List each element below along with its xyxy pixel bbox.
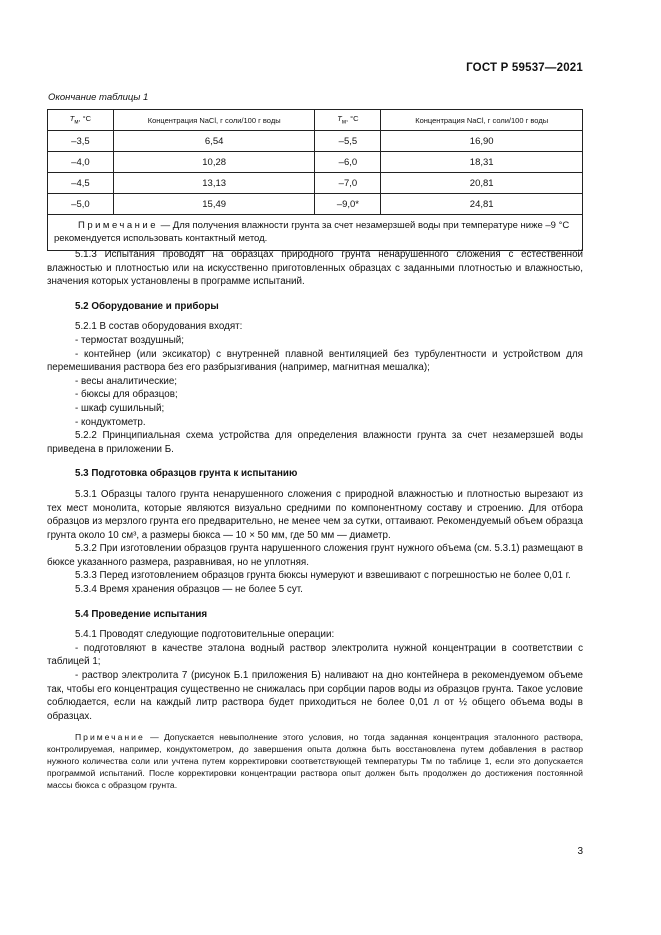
paragraph-5-2-1: 5.2.1 В состав оборудования входят:: [75, 321, 243, 333]
conc-cell: 16,90: [381, 131, 583, 152]
note-label: Примечание: [78, 220, 158, 231]
header-conc-2: Концентрация NaCl, г соли/100 г воды: [381, 110, 583, 131]
list-item: - бюксы для образцов;: [75, 389, 178, 401]
heading-5-3: 5.3 Подготовка образцов грунта к испытанию: [75, 468, 298, 480]
temp-cell: –5,0: [48, 194, 114, 215]
body-text: [47, 248, 583, 791]
paragraph-5-4-1: 5.4.1 Проводят следующие подготовительные операции:: [75, 629, 335, 641]
temp-cell: –7,0: [315, 173, 381, 194]
conc-cell: 24,81: [381, 194, 583, 215]
note2-text: — Допускается невыполнение этого условия, но тогда заданная концентрация эталонного раствора, контролируемая, например, кондуктометром, до завершения опыта должна быть восстановлена путем добавления в раствор нужного количества соли или учтена путем корректировки соответствующей температуры Tм по таблице 1, если это допускается программой испытаний. После корректировки концентрации раствора опыт должен быть продолжен до достижения постоянной массы бюкса с образцом грунта.: [47, 732, 583, 791]
paragraph-5-3-3: 5.3.3 Перед изготовлением образцов грунта бюксы нумеруют и взвешивают с погрешностью не более 0,01 г.: [75, 570, 571, 582]
table-note-row: [48, 215, 583, 251]
conc-cell: 6,54: [113, 131, 315, 152]
list-item: - раствор электролита 7 (рисунок Б.1 приложения Б) наливают на дно контейнера в рекомендуемом объеме так, чтобы его концентрация существенно не снижалась при сорбции паров воды из образцов грунта. Такое условие соблюдается, если на каждый литр раствора будет приходиться не более 0,01 л от ½ общего объема воды в образцах.: [47, 670, 583, 722]
table-row: [48, 131, 583, 152]
conc-cell: 18,31: [381, 152, 583, 173]
page-number: 3: [577, 846, 583, 857]
table-row: [48, 173, 583, 194]
table-row: [48, 194, 583, 215]
list-item: - шкаф сушильный;: [75, 402, 165, 414]
temp-cell: –6,0: [315, 152, 381, 173]
list-item: - весы аналитические;: [75, 375, 178, 387]
table-row: [48, 152, 583, 173]
paragraph-5-3-4: 5.3.4 Время хранения образцов — не более 5 сут.: [75, 584, 303, 596]
temp-cell: –4,5: [48, 173, 114, 194]
list-item: - кондуктометр.: [75, 416, 146, 428]
table-header-row: [48, 110, 583, 131]
standard-code: ГОСТ Р 59537—2021: [466, 62, 583, 74]
table-note: [48, 215, 583, 251]
temp-cell: –5,5: [315, 131, 381, 152]
list-item: - подготовляют в качестве эталона водный раствор электролита нужной концентрации в соответствии с таблицей 1;: [47, 642, 583, 668]
conc-cell: 10,28: [113, 152, 315, 173]
header-conc-1: Концентрация NaCl, г соли/100 г воды: [113, 110, 315, 131]
temp-cell: –3,5: [48, 131, 114, 152]
note-text: — Для получения влажности грунта за счет незамерзшей воды при температуре ниже –9 °С рекомендуется использовать контактный метод.: [54, 220, 570, 244]
note-paragraph: [47, 731, 583, 791]
heading-5-2: 5.2 Оборудование и приборы: [75, 300, 219, 312]
conc-cell: 13,13: [113, 173, 315, 194]
heading-5-4: 5.4 Проведение испытания: [75, 608, 208, 620]
paragraph-5-3-2: 5.3.2 При изготовлении образцов грунта нарушенного сложения грунт нужного объема (см. 5.3.1) размещают в бюксе указанного размера, разравнивая, но не уплотняя.: [47, 543, 583, 568]
list-item: - контейнер (или эксикатор) с внутренней плавной вентиляцией без турбулентности и устройством для перемешивания раствора без его разбрызгивания (например, магнитная мешалка);: [47, 348, 583, 374]
table-caption: Окончание таблицы 1: [48, 92, 149, 103]
header-temp-1: $T_м$, °C: [48, 110, 114, 131]
temp-cell: –4,0: [48, 152, 114, 173]
paragraph-5-3-1: 5.3.1 Образцы талого грунта ненарушенного сложения с природной влажностью и плотностью вырезают из тех мест монолита, которые являются визуально средними по компонентному составу и строению. Для отбора образцов из мерзлого грунта его предварительно, не менее чем за сутки, оттаивают. Рекомендуемый объем образца грунта около 10 см³, а размеры бюкса — 10 × 50 мм, где 50 мм — диаметр.: [47, 488, 583, 541]
temp-cell: –9,0*: [315, 194, 381, 215]
list-item: - термостат воздушный;: [75, 334, 184, 346]
paragraph-5-1-3: 5.1.3 Испытания проводят на образцах природного грунта ненарушенного сложения с естественной влажностью и плотностью или на искусственно приготовленных образцах с заданными плотностью и влажностью, значения которых установлены в программе испытаний.: [47, 249, 583, 288]
header-temp-2: $T_м$, °C: [315, 110, 381, 131]
conc-cell: 15,49: [113, 194, 315, 215]
concentration-table: [47, 109, 583, 251]
note2-label: Примечание: [75, 732, 145, 743]
conc-cell: 20,81: [381, 173, 583, 194]
paragraph-5-2-2: 5.2.2 Принципиальная схема устройства для определения влажности грунта за счет незамерзшей воды приведена в приложении Б.: [47, 430, 583, 455]
